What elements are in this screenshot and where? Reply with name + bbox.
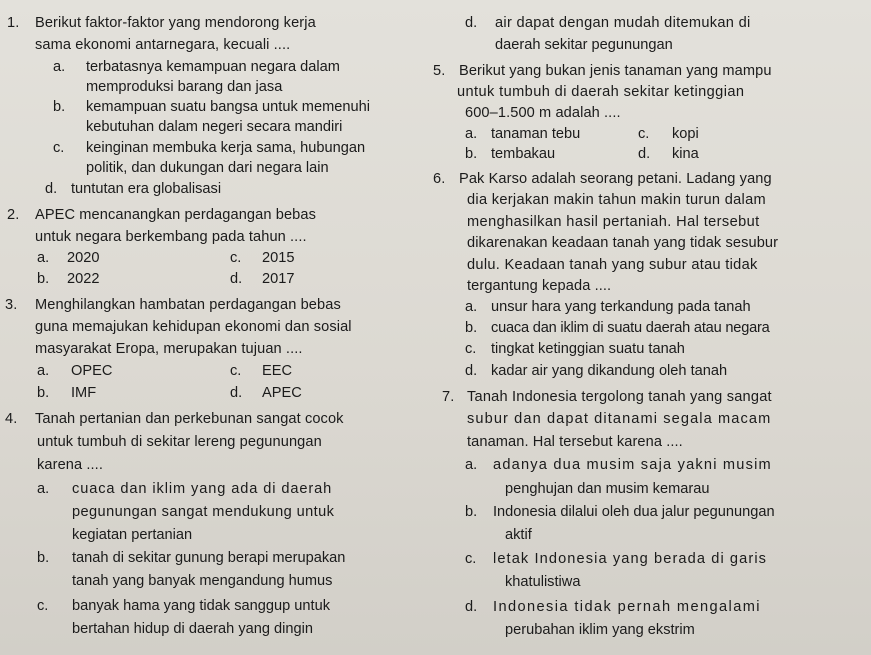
q3-option-a-letter: a. (37, 363, 50, 379)
q3-option-d-letter: d. (230, 385, 243, 401)
q1-option-b-letter: b. (53, 99, 66, 115)
q1-stem-line-2: sama ekonomi antarnegara, kecuali .... (35, 37, 291, 53)
q6-option-b-letter: b. (465, 320, 478, 336)
q7-number: 7. (442, 389, 455, 405)
q2-option-b-letter: b. (37, 271, 50, 287)
q6-option-a-letter: a. (465, 299, 478, 315)
q6-option-d-letter: d. (465, 363, 478, 379)
q4-option-a-line-2: pegunungan sangat mendukung untuk (72, 504, 335, 520)
q1-option-d-right-line-1: air dapat dengan mudah ditemukan di (495, 15, 751, 31)
q5-stem-line-1: Berikut yang bukan jenis tanaman yang mampu (459, 63, 772, 79)
q7-stem-line-2: subur dan dapat ditanami segala macam (467, 411, 772, 427)
q3-option-b-letter: b. (37, 385, 50, 401)
q4-number: 4. (5, 411, 18, 427)
q1-option-d-line-1: tuntutan era globalisasi (71, 181, 222, 197)
q1-option-a-line-2: memproduksi barang dan jasa (86, 79, 283, 95)
q7-option-c-line-2: khatulistiwa (505, 574, 581, 590)
q4-option-b-letter: b. (37, 550, 50, 566)
q6-stem-line-1: Pak Karso adalah seorang petani. Ladang yang (459, 171, 772, 187)
q2-option-c-letter: c. (230, 250, 242, 266)
q4-stem-line-3: karena .... (37, 457, 103, 473)
q2-option-a-text: 2020 (67, 250, 100, 266)
q5-option-d-letter: d. (638, 146, 651, 162)
q2-option-d-text: 2017 (262, 271, 295, 287)
q1-option-c-line-1: keinginan membuka kerja sama, hubungan (86, 140, 366, 156)
q1-number: 1. (7, 15, 20, 31)
q4-option-c-letter: c. (37, 598, 49, 614)
q3-option-d-text: APEC (262, 385, 302, 401)
q6-stem-line-5: dulu. Keadaan tanah yang subur atau tidak (467, 257, 758, 273)
q1-option-a-letter: a. (53, 59, 66, 75)
q4-option-c-line-1: banyak hama yang tidak sanggup untuk (72, 598, 331, 614)
q1-option-d-right-line-2: daerah sekitar pegunungan (495, 37, 673, 53)
q6-stem-line-2: dia kerjakan makin tahun makin turun dalam (467, 192, 766, 208)
q1-option-c-letter: c. (53, 140, 65, 156)
q4-option-a-line-3: kegiatan pertanian (72, 527, 193, 543)
q7-option-b-line-2: aktif (505, 527, 532, 543)
q7-option-b-letter: b. (465, 504, 478, 520)
q5-option-d-text: kina (672, 146, 699, 162)
q2-option-a-letter: a. (37, 250, 50, 266)
q2-stem-line-2: untuk negara berkembang pada tahun .... (35, 229, 307, 245)
q7-option-d-letter: d. (465, 599, 478, 615)
q2-option-d-letter: d. (230, 271, 243, 287)
q1-option-c-line-2: politik, dan dukungan dari negara lain (86, 160, 329, 176)
q5-stem-line-3: 600–1.500 m adalah .... (465, 105, 621, 121)
q1-option-a-line-1: terbatasnya kemampuan negara dalam (86, 59, 340, 75)
q7-option-c-letter: c. (465, 551, 477, 567)
q1-option-b-line-2: kebutuhan dalam negeri secara mandiri (86, 119, 343, 135)
q5-option-c-text: kopi (672, 126, 699, 142)
q1-stem-line-1: Berikut faktor-faktor yang mendorong kerja (35, 15, 316, 31)
q7-stem-line-1: Tanah Indonesia tergolong tanah yang sangat (467, 389, 772, 405)
q4-option-b-line-1: tanah di sekitar gunung berapi merupakan (72, 550, 346, 566)
q7-option-a-line-2: penghujan dan musim kemarau (505, 481, 710, 497)
q6-stem-line-3: menghasilkan hasil pertaniah. Hal tersebut (467, 214, 760, 230)
q7-stem-line-3: tanaman. Hal tersebut karena .... (467, 434, 683, 450)
q3-number: 3. (5, 297, 18, 313)
q1-option-d-letter: d. (45, 181, 58, 197)
q5-option-b-text: tembakau (491, 146, 556, 162)
q6-stem-line-6: tergantung kepada .... (467, 278, 612, 294)
q6-option-c-text: tingkat ketinggian suatu tanah (491, 341, 685, 357)
q4-option-b-line-2: tanah yang banyak mengandung humus (72, 573, 333, 589)
q7-option-a-letter: a. (465, 457, 478, 473)
q5-number: 5. (433, 63, 446, 79)
q5-option-b-letter: b. (465, 146, 478, 162)
q4-option-a-letter: a. (37, 481, 50, 497)
q5-stem-line-2: untuk tumbuh di daerah sekitar ketinggian (457, 84, 745, 100)
q3-option-c-letter: c. (230, 363, 242, 379)
q3-option-c-text: EEC (262, 363, 293, 379)
q4-option-a-line-1: cuaca dan iklim yang ada di daerah (72, 481, 333, 497)
q6-option-d-text: kadar air yang dikandung oleh tanah (491, 363, 728, 379)
q2-stem-line-1: APEC mencanangkan perdagangan bebas (35, 207, 316, 223)
q4-stem-line-2: untuk tumbuh di sekitar lereng pegunungan (37, 434, 322, 450)
q2-option-c-text: 2015 (262, 250, 295, 266)
q3-stem-line-3: masyarakat Eropa, merupakan tujuan .... (35, 341, 303, 357)
q6-option-a-text: unsur hara yang terkandung pada tanah (491, 299, 751, 315)
q4-option-c-line-2: bertahan hidup di daerah yang dingin (72, 621, 313, 637)
q5-option-c-letter: c. (638, 126, 650, 142)
q5-option-a-text: tanaman tebu (491, 126, 581, 142)
q7-option-c-line-1: letak Indonesia yang berada di garis (493, 551, 768, 567)
q7-option-d-line-2: perubahan iklim yang ekstrim (505, 622, 695, 638)
q5-option-a-letter: a. (465, 126, 478, 142)
q2-number: 2. (7, 207, 20, 223)
q3-stem-line-1: Menghilangkan hambatan perdagangan bebas (35, 297, 341, 313)
q6-option-c-letter: c. (465, 341, 477, 357)
q4-stem-line-1: Tanah pertanian dan perkebunan sangat cocok (35, 411, 344, 427)
q6-stem-line-4: dikarenakan keadaan tanah yang tidak sesubur (467, 235, 779, 251)
q1-option-d-right-letter: d. (465, 15, 478, 31)
q6-number: 6. (433, 171, 446, 187)
q7-option-a-line-1: adanya dua musim saja yakni musim (493, 457, 772, 473)
q6-option-b-text: cuaca dan iklim di suatu daerah atau negara (491, 320, 770, 336)
q7-option-b-line-1: Indonesia dilalui oleh dua jalur pegunungan (493, 504, 775, 520)
q7-option-d-line-1: Indonesia tidak pernah mengalami (493, 599, 761, 615)
q2-option-b-text: 2022 (67, 271, 100, 287)
q3-option-b-text: IMF (71, 385, 97, 401)
q3-stem-line-2: guna memajukan kehidupan ekonomi dan sosial (35, 319, 352, 335)
q3-option-a-text: OPEC (71, 363, 113, 379)
q1-option-b-line-1: kemampuan suatu bangsa untuk memenuhi (86, 99, 370, 115)
